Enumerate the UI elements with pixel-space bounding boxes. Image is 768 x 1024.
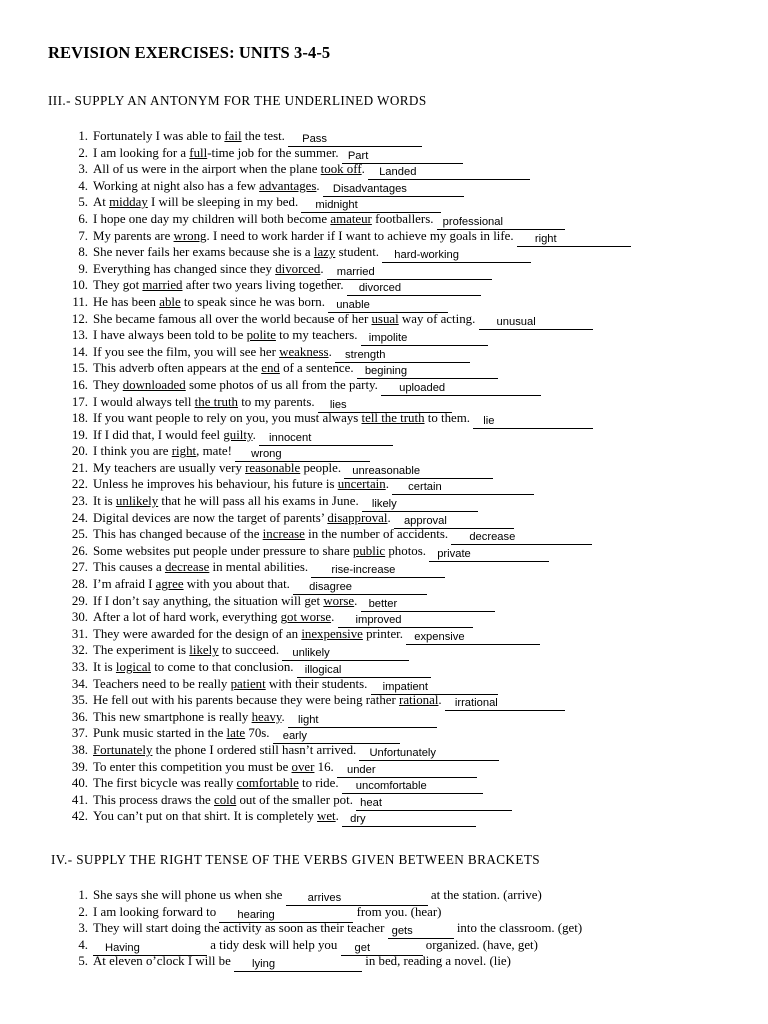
- sentence-text: .: [335, 809, 343, 824]
- item-number: 16.: [71, 377, 88, 392]
- underlined-word: decrease: [164, 560, 210, 575]
- list-item: [60, 725, 631, 742]
- sentence-text: .: [387, 510, 394, 525]
- underlined-word: usual: [371, 311, 399, 326]
- sentence-text: a tidy desk will help you: [207, 937, 341, 952]
- answer-text: divorced: [358, 282, 402, 295]
- sentence-text: If you see the film, you will see her: [93, 344, 280, 359]
- item-number: 11.: [72, 294, 88, 309]
- sentence-text: 70s.: [245, 726, 273, 741]
- underlined-word: able: [159, 294, 181, 309]
- item-number: 30.: [71, 610, 88, 625]
- sentence-text: If I did that, I would feel: [93, 427, 224, 442]
- list-item: [60, 327, 631, 344]
- underlined-word: divorced: [275, 261, 321, 276]
- answer-text: Disadvantages: [332, 182, 407, 195]
- underlined-word: rational: [399, 693, 439, 708]
- list-item: [60, 510, 631, 527]
- sentence-text: with their students.: [265, 676, 371, 691]
- sentence-text: to my parents.: [238, 394, 318, 409]
- section-iii-title: III.- SUPPLY AN ANTONYM FOR THE UNDERLINED WORDS: [48, 93, 427, 108]
- list-item: [60, 920, 582, 937]
- list-item: [60, 427, 631, 444]
- sentence-text: organized. (have, get): [422, 937, 538, 952]
- underlined-word: unlikely: [115, 494, 159, 509]
- sentence-text: footballers.: [371, 211, 437, 226]
- item-number: 5.: [78, 195, 88, 210]
- sentence-text: She says she will phone us when she: [93, 888, 286, 902]
- answer-text: unable: [336, 298, 370, 311]
- sentence-text: Digital devices are now the target of parents’: [93, 510, 328, 525]
- item-number: 4.: [78, 937, 88, 952]
- underlined-word: likely: [189, 643, 219, 658]
- answer-text: gets: [391, 925, 413, 938]
- underlined-word: public: [352, 543, 386, 558]
- list-item: [60, 676, 631, 693]
- item-number: 4.: [78, 178, 88, 193]
- sentence-text: They will start doing the activity as soon as their teacher: [93, 921, 388, 936]
- answer-text: impolite: [368, 332, 408, 345]
- answer-text: expensive: [414, 630, 465, 643]
- underlined-word: right: [171, 444, 197, 459]
- item-number: 23.: [71, 494, 88, 509]
- sentence-text: It is: [93, 660, 116, 674]
- sentence-text: I will be sleeping in my bed.: [147, 195, 302, 210]
- sentence-text: Unless he improves his behaviour, his future is: [93, 477, 338, 492]
- underlined-word: fail: [224, 129, 242, 143]
- item-number: 33.: [71, 660, 88, 674]
- answer-blank[interactable]: [234, 958, 362, 972]
- answer-blank[interactable]: [342, 813, 476, 827]
- sentence-text: to ride.: [298, 776, 342, 791]
- list-item: [60, 937, 582, 954]
- sentence-text: in the number of accidents.: [304, 527, 452, 542]
- item-number: 25.: [71, 527, 88, 542]
- underlined-word: advantages: [259, 178, 317, 193]
- item-number: 27.: [71, 560, 88, 575]
- item-number: 1.: [78, 129, 88, 143]
- answer-text: heat: [360, 796, 382, 809]
- item-number: 21.: [71, 460, 88, 475]
- underlined-word: increase: [262, 527, 305, 542]
- item-number: 8.: [78, 245, 88, 260]
- list-item: [60, 410, 631, 427]
- underlined-word: late: [226, 726, 246, 741]
- item-number: 9.: [78, 261, 88, 276]
- sentence-text: I’m afraid I: [93, 577, 156, 592]
- sentence-text: You can’t put on that shirt. It is completely: [93, 809, 318, 824]
- underlined-word: the truth: [194, 394, 238, 409]
- sentence-text: At eleven o’clock I will be: [93, 954, 235, 969]
- answer-text: approval: [403, 514, 447, 527]
- list-item: [60, 277, 631, 294]
- item-number: 20.: [71, 444, 88, 459]
- sentence-text: the test.: [241, 129, 289, 143]
- answer-text: unreasonable: [352, 464, 421, 477]
- sentence-text: .: [331, 610, 338, 625]
- sentence-text: to them.: [424, 411, 474, 426]
- item-number: 3.: [78, 162, 88, 177]
- sentence-text: At: [93, 195, 110, 210]
- sentence-text: with you about that.: [183, 577, 294, 592]
- sentence-text: .: [252, 427, 260, 442]
- list-item: [60, 244, 631, 261]
- sentence-text: My teachers are usually very: [93, 460, 246, 475]
- sentence-text: I think you are: [93, 444, 172, 459]
- item-number: 31.: [71, 626, 88, 641]
- answer-text: get: [354, 941, 371, 954]
- answer-text: lying: [252, 958, 276, 971]
- underlined-word: wrong: [173, 228, 207, 243]
- answer-text: likely: [371, 498, 397, 511]
- sentence-text: photos.: [385, 543, 430, 558]
- sentence-text: into the classroom. (get): [453, 921, 583, 936]
- answer-text: uncomfortable: [355, 780, 427, 793]
- item-number: 36.: [71, 709, 88, 724]
- underlined-word: cold: [214, 792, 237, 807]
- item-number: 14.: [71, 344, 88, 359]
- item-number: 2.: [78, 145, 88, 160]
- answer-text: arrives: [307, 892, 342, 904]
- answer-text: private: [437, 547, 471, 560]
- answer-text: improved: [355, 614, 402, 627]
- item-number: 7.: [78, 228, 88, 243]
- sentence-text: My parents are: [93, 228, 174, 243]
- list-item: [60, 659, 631, 676]
- answer-text: illogical: [304, 664, 342, 676]
- sentence-text: This has changed because of the: [93, 527, 263, 542]
- underlined-word: guilty: [223, 427, 253, 442]
- sentence-text: in bed, reading a novel. (lie): [362, 954, 511, 969]
- sentence-text: This adverb often appears at the: [93, 361, 262, 376]
- underlined-word: uncertain: [337, 477, 386, 492]
- underlined-word: took off: [320, 162, 362, 177]
- answer-text: light: [298, 713, 319, 726]
- sentence-text: .: [328, 344, 336, 359]
- item-number: 19.: [71, 427, 88, 442]
- answer-text: disagree: [309, 581, 353, 594]
- answer-text: hearing: [237, 908, 275, 921]
- list-item: [60, 311, 631, 328]
- sentence-text: of a sentence.: [279, 361, 357, 376]
- sentence-text: She became famous all over the world because of her: [93, 311, 372, 326]
- sentence-text: To enter this competition you must be: [93, 759, 292, 774]
- list-item: [60, 953, 582, 970]
- sentence-text: after two years living together.: [182, 278, 347, 293]
- sentence-text: in mental abilities.: [209, 560, 312, 575]
- sentence-text: some photos of us all from the party.: [185, 377, 382, 392]
- list-item: [60, 709, 631, 726]
- item-number: 15.: [71, 361, 88, 376]
- underlined-word: worse: [323, 593, 355, 608]
- underlined-word: comfortable: [236, 776, 299, 791]
- answer-text: unlikely: [292, 647, 330, 660]
- sentence-text: The first bicycle was really: [93, 776, 237, 791]
- underlined-word: downloaded: [122, 377, 186, 392]
- answer-text: lie: [483, 415, 495, 428]
- list-item: [60, 559, 631, 576]
- sentence-text: I am looking forward to: [93, 904, 220, 919]
- underlined-word: Fortunately: [93, 742, 153, 757]
- underlined-word: wet: [317, 809, 336, 824]
- answer-text: innocent: [269, 431, 312, 444]
- sentence-text: Fortunately I was able to: [93, 129, 225, 143]
- sentence-text: Everything has changed since they: [93, 261, 276, 276]
- item-number: 1.: [78, 888, 88, 902]
- underlined-word: reasonable: [245, 460, 301, 475]
- answer-text: better: [368, 597, 398, 610]
- list-item: [60, 128, 631, 145]
- item-number: 32.: [71, 643, 88, 658]
- answer-text: rise-increase: [331, 564, 396, 577]
- answer-text: midnight: [315, 199, 358, 212]
- list-item: [60, 476, 631, 493]
- item-number: 29.: [71, 593, 88, 608]
- sentence-text: After a lot of hard work, everything: [93, 610, 281, 625]
- answer-text: decrease: [469, 531, 516, 544]
- answer-text: irrational: [454, 697, 498, 710]
- document-title: REVISION EXERCISES: UNITS 3-4-5: [48, 43, 331, 62]
- underlined-word: logical: [115, 660, 151, 674]
- list-item: [60, 493, 631, 510]
- section-iv-title: IV.- SUPPLY THE RIGHT TENSE OF THE VERBS GIVEN BETWEEN BRACKETS: [51, 852, 541, 867]
- sentence-text: They were awarded for the design of an: [93, 626, 302, 641]
- item-number: 22.: [71, 477, 88, 492]
- item-number: 24.: [71, 510, 88, 525]
- underlined-word: full: [189, 145, 208, 160]
- sentence-text: It is: [93, 494, 116, 509]
- sentence-text: .: [438, 693, 445, 708]
- answer-text: certain: [408, 481, 442, 494]
- verb-tense-exercise-list: [60, 887, 582, 970]
- sentence-text: If you want people to rely on you, you must always: [93, 411, 362, 426]
- answer-text: right: [534, 232, 557, 245]
- sentence-text: to my teachers.: [275, 328, 361, 343]
- answer-text: Landed: [379, 166, 417, 179]
- sentence-text: people.: [300, 460, 345, 475]
- answer-text: strength: [345, 348, 386, 361]
- sentence-text: . I need to work harder if I want to achieve my goals in life.: [206, 228, 517, 243]
- list-item: [60, 775, 631, 792]
- list-item: [60, 642, 631, 659]
- list-item: [60, 394, 631, 411]
- sentence-text: Working at night also has a few: [93, 178, 260, 193]
- list-item: [60, 294, 631, 311]
- sentence-text: , mate!: [196, 444, 236, 459]
- sentence-text: Some websites put people under pressure to share: [93, 543, 353, 558]
- sentence-text: I am looking for a: [93, 145, 190, 160]
- sentence-text: out of the smaller pot.: [236, 792, 357, 807]
- item-number: 26.: [71, 543, 88, 558]
- antonym-exercise-list: [60, 128, 631, 825]
- list-item: [60, 211, 631, 228]
- item-number: 13.: [71, 328, 88, 343]
- answer-text: professional: [442, 215, 503, 228]
- underlined-word: patient: [230, 676, 266, 691]
- list-item: [60, 526, 631, 543]
- list-item: [60, 904, 582, 921]
- answer-text: lies: [329, 398, 347, 411]
- item-number: 35.: [71, 693, 88, 708]
- sentence-text: Teachers need to be really: [93, 676, 231, 691]
- sentence-text: This new smartphone is really: [93, 709, 252, 724]
- sentence-text: .: [316, 178, 323, 193]
- underlined-word: lazy: [313, 245, 336, 260]
- item-number: 3.: [78, 921, 88, 936]
- sentence-text: This process draws the: [93, 792, 215, 807]
- list-item: [60, 344, 631, 361]
- list-item: [60, 759, 631, 776]
- item-number: 34.: [71, 676, 88, 691]
- list-item: [60, 377, 631, 394]
- item-number: 12.: [71, 311, 88, 326]
- underlined-word: weakness: [279, 344, 329, 359]
- answer-text: begining: [364, 365, 408, 378]
- list-item: [60, 576, 631, 593]
- sentence-text: student.: [335, 245, 383, 260]
- sentence-text: the phone I ordered still hasn’t arrived.: [152, 742, 360, 757]
- item-number: 10.: [71, 278, 88, 293]
- list-item: [60, 178, 631, 195]
- item-number: 6.: [78, 211, 88, 226]
- answer-text: dry: [350, 813, 366, 826]
- sentence-text: This causes a: [93, 560, 165, 575]
- sentence-text: If I don’t say anything, the situation will get: [93, 593, 324, 608]
- sentence-text: I hope one day my children will both become: [93, 211, 331, 226]
- list-item: [60, 742, 631, 759]
- list-item: [60, 460, 631, 477]
- list-item: [60, 593, 631, 610]
- underlined-word: polite: [246, 328, 276, 343]
- item-number: 17.: [71, 394, 88, 409]
- list-item: [60, 887, 582, 904]
- sentence-text: to succeed.: [218, 643, 283, 658]
- sentence-text: from you. (hear): [353, 904, 442, 919]
- sentence-text: .: [385, 477, 393, 492]
- underlined-word: over: [291, 759, 315, 774]
- list-item: [60, 443, 631, 460]
- item-number: 37.: [71, 726, 88, 741]
- underlined-word: midday: [109, 195, 148, 210]
- answer-text: unusual: [496, 315, 536, 328]
- sentence-text: The experiment is: [93, 643, 190, 658]
- list-item: [60, 792, 631, 809]
- sentence-text: printer.: [362, 626, 407, 641]
- list-item: [60, 145, 631, 162]
- sentence-text: to come to that conclusion.: [151, 660, 297, 674]
- sentence-text: that he will pass all his exams in June.: [158, 494, 362, 509]
- sentence-text: .: [281, 709, 288, 724]
- sentence-text: Punk music started in the: [93, 726, 227, 741]
- underlined-word: heavy: [251, 709, 282, 724]
- sentence-text: I have always been told to be: [93, 328, 247, 343]
- sentence-text: He has been: [93, 294, 160, 309]
- sentence-text: He fell out with his parents because they were being rather: [93, 693, 400, 708]
- item-number: 2.: [78, 904, 88, 919]
- list-item: [60, 360, 631, 377]
- sentence-text: 16.: [314, 759, 337, 774]
- answer-text: Part: [347, 149, 369, 162]
- list-item: [60, 543, 631, 560]
- item-number: 28.: [71, 577, 88, 592]
- underlined-word: agree: [155, 577, 184, 592]
- underlined-word: amateur: [330, 211, 372, 226]
- sentence-text: to speak since he was born.: [180, 294, 329, 309]
- answer-text: Unfortunately: [369, 746, 437, 759]
- list-item: [60, 609, 631, 626]
- sentence-text: way of acting.: [398, 311, 479, 326]
- answer-text: Having: [105, 941, 140, 954]
- underlined-word: disapproval: [327, 510, 388, 525]
- answer-text: married: [336, 265, 375, 278]
- answer-text: early: [282, 730, 307, 743]
- underlined-word: got worse: [280, 610, 332, 625]
- list-item: [60, 194, 631, 211]
- list-item: [60, 692, 631, 709]
- sentence-text: .: [320, 261, 327, 276]
- answer-text: uploaded: [399, 381, 446, 394]
- underlined-word: married: [142, 278, 183, 293]
- item-number: 38.: [71, 742, 88, 757]
- sentence-text: All of us were in the airport when the plane: [93, 162, 321, 177]
- sentence-text: They: [93, 377, 123, 392]
- sentence-text: I would always tell: [93, 394, 195, 409]
- sentence-text: .: [354, 593, 361, 608]
- sentence-text: at the station. (arrive): [427, 888, 542, 902]
- answer-text: impatient: [382, 680, 429, 693]
- item-number: 42.: [71, 809, 88, 824]
- sentence-text: They got: [93, 278, 143, 293]
- item-number: 41.: [71, 792, 88, 807]
- list-item: [60, 261, 631, 278]
- list-item: [60, 808, 631, 825]
- item-number: 40.: [71, 776, 88, 791]
- sentence-text: -time job for the summer.: [207, 145, 342, 160]
- list-item: [60, 626, 631, 643]
- underlined-word: inexpensive: [301, 626, 363, 641]
- list-item: [60, 228, 631, 245]
- answer-text: wrong: [251, 448, 282, 461]
- sentence-text: She never fails her exams because she is a: [93, 245, 314, 260]
- list-item: [60, 161, 631, 178]
- item-number: 39.: [71, 759, 88, 774]
- answer-text: under: [346, 763, 376, 776]
- item-number: 5.: [78, 954, 88, 969]
- item-number: 18.: [71, 411, 88, 426]
- underlined-word: tell the truth: [361, 411, 425, 426]
- answer-text: Pass: [302, 133, 327, 145]
- underlined-word: end: [261, 361, 280, 376]
- answer-text: hard-working: [394, 249, 459, 262]
- sentence-text: .: [361, 162, 369, 177]
